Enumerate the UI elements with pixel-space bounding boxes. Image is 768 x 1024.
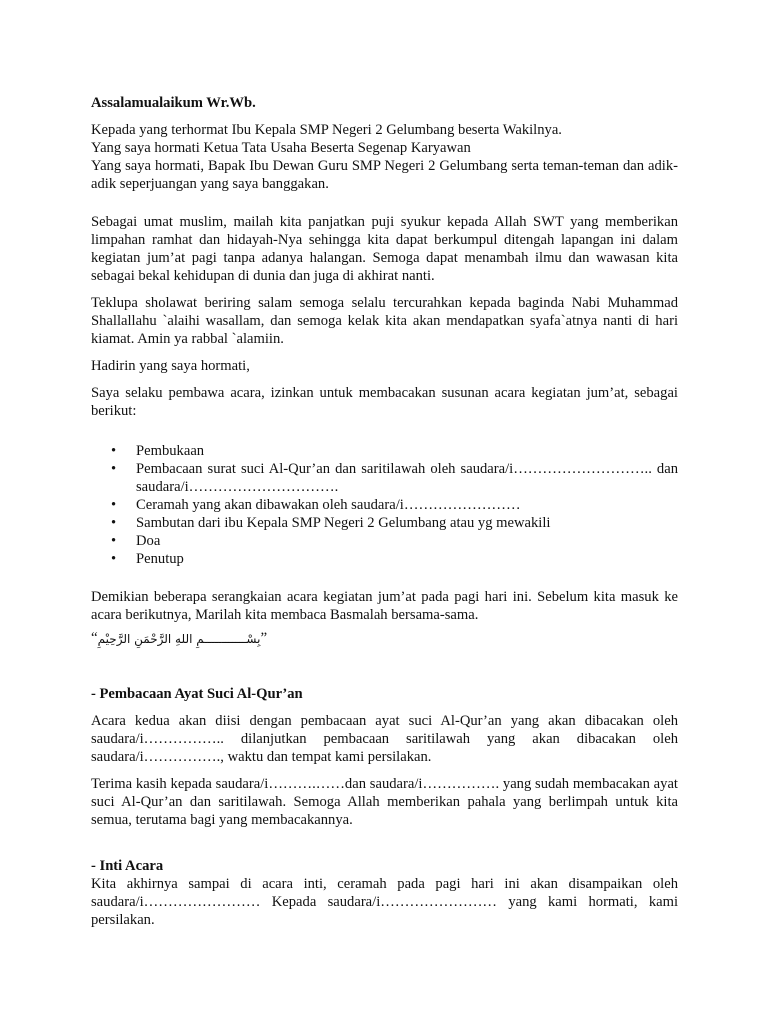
- section-heading-quran: - Pembacaan Ayat Suci Al-Qur’an: [91, 686, 303, 702]
- list-item-text: Pembukaan: [136, 443, 205, 459]
- basmalah-arabic: بِسْــــــــــــمِ اللهِ الرَّحْمَنِ الرَّحِيْمِ: [97, 631, 261, 646]
- bullet-icon: •: [111, 515, 117, 531]
- paragraph-quran-1: Acara kedua akan diisi dengan pembacaan ayat suci Al-Qur’an yang akan dibacakan oleh saudara/i…………….. dilanjutkan pembacaan saritilawah yang akan dibacakan oleh saudara/i……………., waktu dan tempat kami persilakan.: [91, 713, 678, 765]
- paragraph-closing: Demikian beberapa serangkaian acara kegiatan jum’at pada pagi hari ini. Sebelum kita masuk ke acara berikutnya, Marilah kita membaca Basmalah bersama-sama.: [91, 589, 678, 623]
- close-quote: ”: [260, 630, 268, 646]
- paragraph-audience: Hadirin yang saya hormati,: [91, 358, 250, 374]
- greeting: Assalamualaikum Wr.Wb.: [91, 95, 256, 111]
- salutation-line: Kepada yang terhormat Ibu Kepala SMP Negeri 2 Gelumbang beserta Wakilnya.: [91, 122, 562, 138]
- paragraph-intro-agenda: Saya selaku pembawa acara, izinkan untuk membacakan susunan acara kegiatan jum’at, sebagai berikut:: [91, 385, 678, 419]
- bullet-icon: •: [111, 551, 117, 567]
- paragraph-quran-2: Terima kasih kepada saudara/i……….……dan saudara/i……………. yang sudah membacakan ayat suci Al-Qur’an dan saritilawah. Semoga Allah memberikan pahala yang berlimpah untuk kita semua, terutama bagi yang membacakannya.: [91, 776, 678, 828]
- bullet-icon: •: [111, 533, 117, 549]
- paragraph-inti: Kita akhirnya sampai di acara inti, ceramah pada pagi hari ini akan disampaikan oleh saudara/i…………………… Kepada saudara/i…………………… yang kami hormati, kami persilakan.: [91, 876, 678, 928]
- list-item-text: Pembacaan surat suci Al-Qur’an dan saritilawah oleh saudara/i……………………….. dan saudara/i………………………….: [136, 461, 678, 495]
- open-quote: “: [91, 630, 98, 646]
- list-item-text: Doa: [136, 533, 161, 549]
- bullet-icon: •: [111, 461, 117, 477]
- list-item: [91, 550, 678, 568]
- salutation-block: [91, 121, 678, 193]
- salutation-line: Yang saya hormati, Bapak Ibu Dewan Guru SMP Negeri 2 Gelumbang serta teman-teman dan adik-adik seperjuangan yang saya banggakan.: [91, 158, 678, 192]
- list-item: [91, 532, 678, 550]
- list-item: [91, 496, 678, 514]
- salutation-line: Yang saya hormati Ketua Tata Usaha Beserta Segenap Karyawan: [91, 140, 471, 156]
- list-item-text: Penutup: [136, 551, 184, 567]
- section-heading-inti: - Inti Acara: [91, 858, 164, 874]
- bullet-icon: •: [111, 497, 117, 513]
- basmalah: [91, 629, 678, 653]
- list-item: [91, 460, 678, 496]
- list-item-text: Ceramah yang akan dibawakan oleh saudara/i……………………: [136, 497, 521, 513]
- agenda-list: [91, 442, 678, 568]
- list-item: [91, 442, 678, 460]
- bullet-icon: •: [111, 443, 117, 459]
- list-item: [91, 514, 678, 532]
- document-page: [91, 94, 678, 929]
- list-item-text: Sambutan dari ibu Kepala SMP Negeri 2 Gelumbang atau yg mewakili: [136, 515, 551, 531]
- paragraph-praise: Sebagai umat muslim, mailah kita panjatkan puji syukur kepada Allah SWT yang memberikan limpahan ramhat dan hidayah-Nya sehingga kita dapat berkumpul ditengah lapangan ini dalam kegiatan jum’at pagi tanpa adanya halangan. Semoga dapat menambah ilmu dan wawasan kita sebagai bekal kehidupan di dunia dan juga di akhirat nanti.: [91, 214, 678, 284]
- paragraph-sholawat: Teklupa sholawat beriring salam semoga selalu tercurahkan kepada baginda Nabi Muhammad Shallallahu `alaihi wasallam, dan semoga kelak kita akan mendapatkan syafa`atnya nanti di hari kiamat. Amin ya rabbal `alamiin.: [91, 295, 678, 347]
